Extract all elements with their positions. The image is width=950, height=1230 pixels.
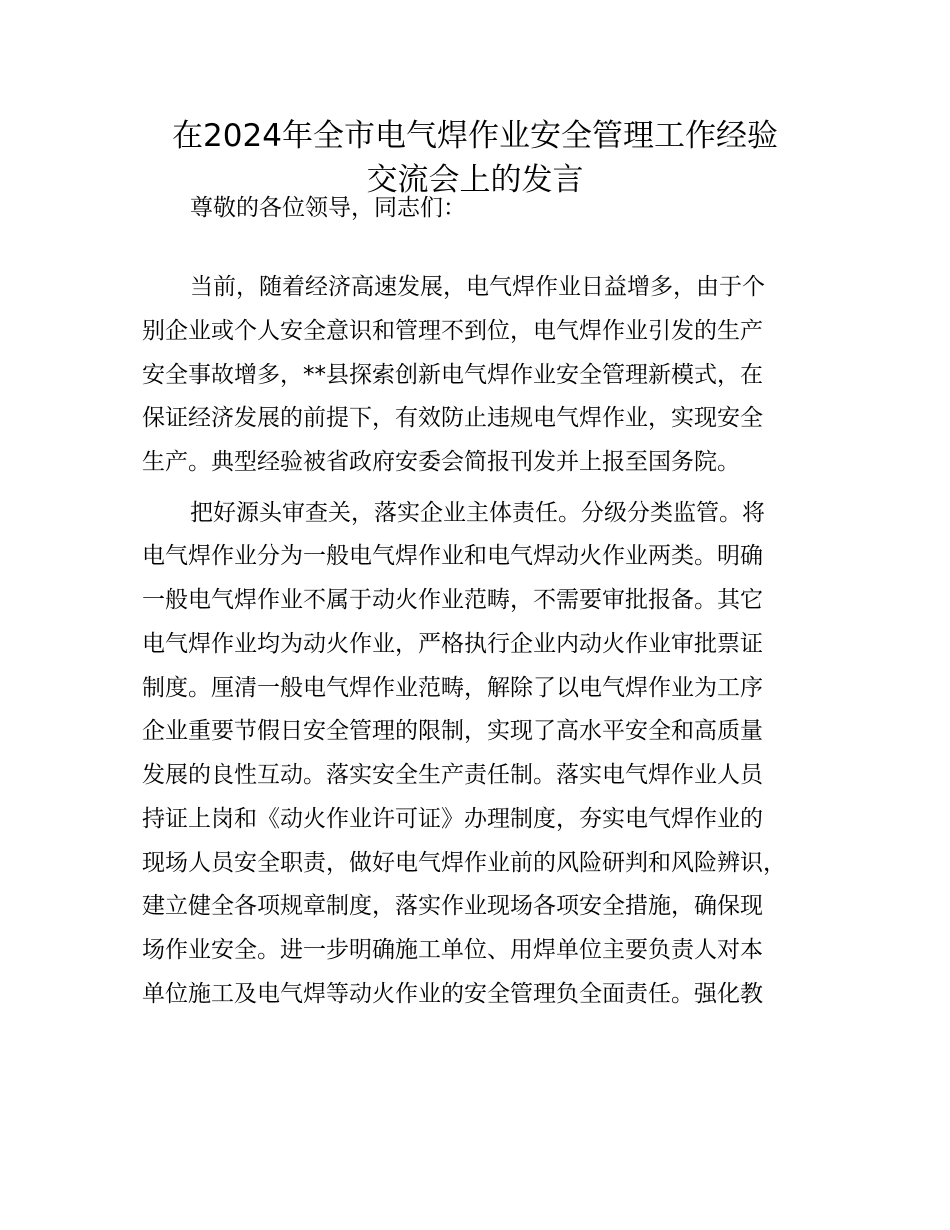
paragraph-2-line-11: 场作业安全。进一步明确施工单位、用焊单位主要负责人对本: [142, 937, 763, 963]
salutation: 尊敬的各位领导，同志们：: [190, 195, 466, 221]
paragraph-2-line-9: 现场人员安全职责，做好电气焊作业前的风险研判和风险辨识，: [142, 850, 786, 876]
paragraph-1-line-4: 保证经济发展的前提下，有效防止违规电气焊作业，实现安全: [142, 405, 763, 431]
document-title-line-1: 在2024年全市电气焊作业安全管理工作经验: [172, 118, 778, 154]
paragraph-2-line-4: 电气焊作业均为动火作业，严格执行企业内动火作业审批票证: [142, 631, 763, 657]
paragraph-2-line-8: 持证上岗和《动火作业许可证》办理制度，夯实电气焊作业的: [142, 806, 763, 832]
document-title-line-2: 交流会上的发言: [366, 162, 584, 198]
paragraph-1-line-1: 当前，随着经济高速发展，电气焊作业日益增多，由于个: [190, 274, 765, 300]
paragraph-1-line-3: 安全事故增多，**县探索创新电气焊作业安全管理新模式，在: [142, 362, 763, 388]
paragraph-2-line-5: 制度。厘清一般电气焊作业范畴，解除了以电气焊作业为工序: [142, 675, 763, 701]
paragraph-2-line-10: 建立健全各项规章制度，落实作业现场各项安全措施，确保现: [142, 893, 763, 919]
paragraph-2-line-3: 一般电气焊作业不属于动火作业范畴，不需要审批报备。其它: [142, 587, 763, 613]
paragraph-2-line-2: 电气焊作业分为一般电气焊作业和电气焊动火作业两类。明确: [142, 543, 763, 569]
paragraph-1-line-5: 生产。典型经验被省政府安委会简报刊发并上报至国务院。: [142, 449, 740, 475]
paragraph-2-line-12: 单位施工及电气焊等动火作业的安全管理负全面责任。强化教: [142, 981, 763, 1007]
paragraph-2-line-6: 企业重要节假日安全管理的限制，实现了高水平安全和高质量: [142, 718, 763, 744]
paragraph-2-line-7: 发展的良性互动。落实安全生产责任制。落实电气焊作业人员: [142, 762, 763, 788]
paragraph-1-line-2: 别企业或个人安全意识和管理不到位，电气焊作业引发的生产: [142, 318, 763, 344]
paragraph-2-line-1: 把好源头审查关，落实企业主体责任。分级分类监管。将: [190, 500, 765, 526]
